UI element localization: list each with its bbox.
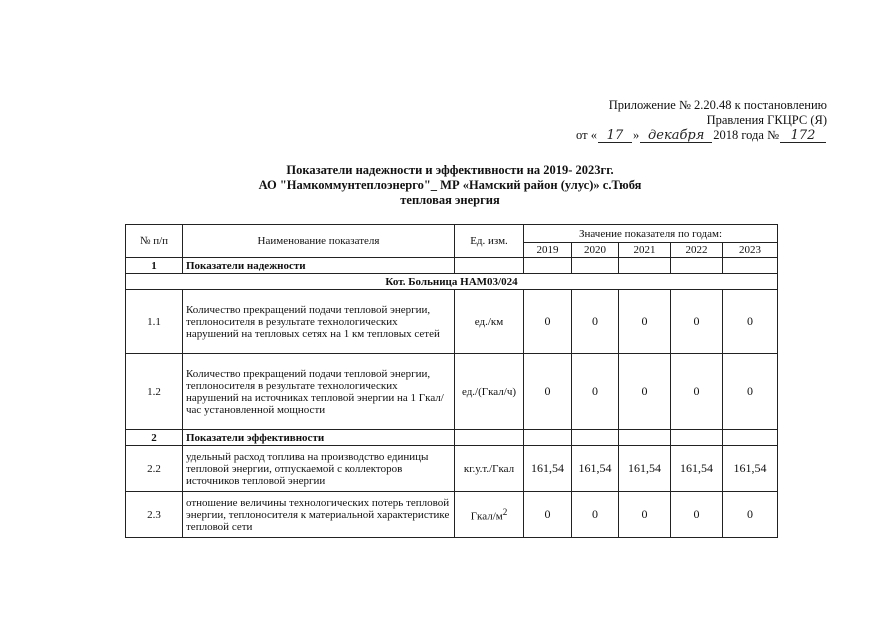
row-value: 0 (572, 354, 619, 430)
title-line-1: Показатели надежности и эффективности на 2019- 2023гг. (286, 163, 614, 177)
row-unit: кг.у.т./Гкал (455, 446, 524, 492)
handwritten-day: 17 (598, 129, 632, 143)
row-value: 0 (572, 290, 619, 354)
handwritten-number: 172 (780, 129, 826, 143)
row-num: 2.2 (126, 446, 183, 492)
row-num: 1.2 (126, 354, 183, 430)
header-row (126, 225, 778, 243)
section-title: Показатели надежности (183, 258, 455, 274)
year-header: 2021 (619, 243, 671, 258)
table-row (126, 492, 778, 538)
row-unit (455, 492, 524, 538)
object-row (126, 274, 778, 290)
section-row (126, 430, 778, 446)
row-name: Количество прекращений подачи тепловой энергии, теплоносителя в результате технологических нарушений на тепловых сетях на 1 км тепловых сетей (183, 290, 455, 354)
year-header: 2022 (671, 243, 723, 258)
table-row (126, 290, 778, 354)
year-header: 2019 (524, 243, 572, 258)
handwritten-month: декабря (640, 129, 712, 143)
row-name: Количество прекращений подачи тепловой энергии, теплоносителя в результате технологических нарушений на источниках тепловой энергии на 1 Гкал/час установленной мощности (183, 354, 455, 430)
row-value: 0 (524, 354, 572, 430)
year-header: 2020 (572, 243, 619, 258)
row-value: 0 (619, 354, 671, 430)
appendix-line-1: Приложение № 2.20.48 к постановлению (608, 98, 827, 112)
section-num: 1 (126, 258, 183, 274)
row-value: 0 (671, 354, 723, 430)
unit-base: Гкал/м (470, 510, 503, 523)
header-name: Наименование показателя (183, 225, 455, 258)
row-name: отношение величины технологических потерь тепловой энергии, теплоносителя к материальной характеристике тепловой сети (183, 492, 455, 538)
row-value: 0 (524, 492, 572, 538)
document-title (150, 163, 750, 208)
row-value: 161,54 (524, 446, 572, 492)
row-value: 161,54 (671, 446, 723, 492)
from-label: от « (576, 128, 597, 142)
year-text: 2018 года № (713, 128, 779, 142)
row-value: 161,54 (572, 446, 619, 492)
row-value: 0 (619, 492, 671, 538)
header-unit: Ед. изм. (455, 225, 524, 258)
row-value: 0 (723, 290, 778, 354)
header-values: Значение показателя по годам: (524, 225, 778, 243)
row-value: 0 (723, 354, 778, 430)
row-num: 1.1 (126, 290, 183, 354)
row-unit: ед./км (455, 290, 524, 354)
table-row (126, 354, 778, 430)
indicators-table (125, 224, 778, 538)
table-row (126, 446, 778, 492)
title-line-2: АО "Намкоммунтеплоэнерго"_ МР «Намский район (улус)» с.Тюбя (258, 178, 642, 192)
row-value: 0 (619, 290, 671, 354)
section-num: 2 (126, 430, 183, 446)
object-name: Кот. Больница НАМ03/024 (126, 274, 778, 290)
row-value: 0 (572, 492, 619, 538)
appendix-date-line (576, 128, 827, 143)
row-value: 0 (723, 492, 778, 538)
title-line-3: тепловая энергия (400, 193, 500, 207)
appendix-line-2: Правления ГКЦРС (Я) (706, 113, 827, 127)
row-name: удельный расход топлива на производство единицы тепловой энергии, отпускаемой с коллекторов источников тепловой энергии (183, 446, 455, 492)
row-value: 161,54 (619, 446, 671, 492)
row-value: 0 (524, 290, 572, 354)
row-value: 0 (671, 290, 723, 354)
year-header: 2023 (723, 243, 778, 258)
row-value: 0 (671, 492, 723, 538)
row-num: 2.3 (126, 492, 183, 538)
unit-superscript: 2 (502, 506, 508, 517)
section-row (126, 258, 778, 274)
appendix-header (576, 98, 827, 143)
section-title: Показатели эффективности (183, 430, 455, 446)
row-unit: ед./(Гкал/ч) (455, 354, 524, 430)
row-value: 161,54 (723, 446, 778, 492)
header-num: № п/п (126, 225, 183, 258)
date-mid: » (632, 128, 640, 142)
